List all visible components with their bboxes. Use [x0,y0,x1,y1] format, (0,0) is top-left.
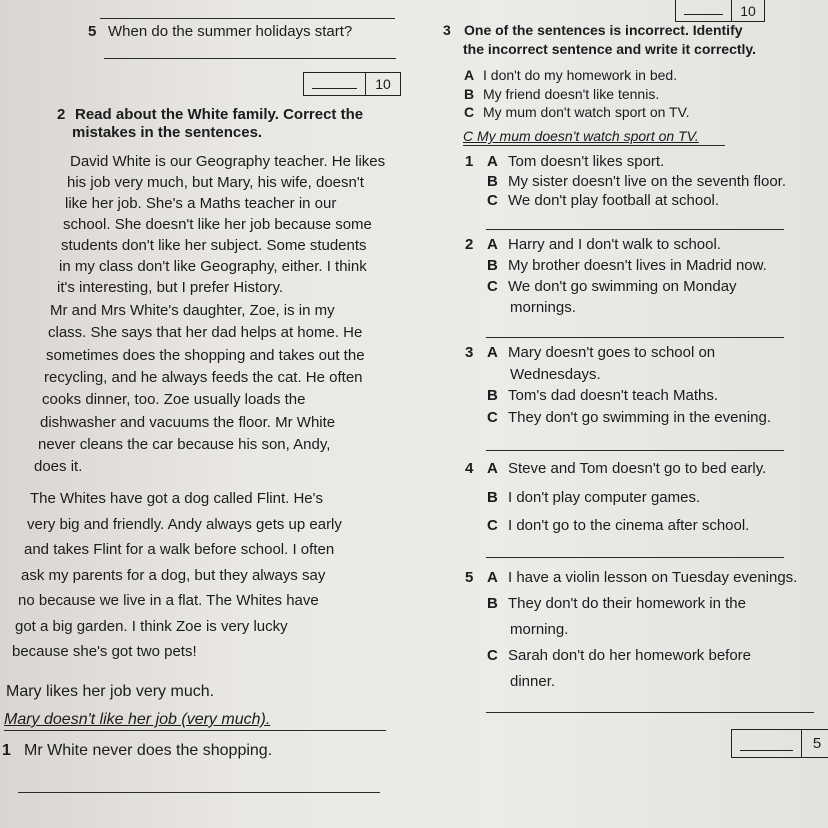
score-blank[interactable] [676,0,731,21]
option-letter: A [487,460,498,477]
option-text: My mum don't watch sport on TV. [483,104,690,120]
option-letter: C [487,408,498,426]
option-letter: B [487,595,498,612]
item-answer-line[interactable] [486,557,784,558]
item-number: 4 [465,460,474,477]
task2-instruction-line2: mistakes in the sentences. [72,124,263,141]
paragraph-line: his job very much, but Mary, his wife, doesn't [67,174,364,191]
item-answer-line[interactable] [486,450,784,451]
paragraph-line: students don't like her subject. Some students [61,237,367,254]
paragraph-line: and takes Flint for a walk before school. I often [24,541,335,558]
option-text: I have a violin lesson on Tuesday evenings. [508,569,798,586]
option-text: My friend doesn't like tennis. [483,85,660,102]
score-max: 5 [801,730,828,757]
task3-example-answer: C My mum doesn't watch sport on TV. [463,128,699,144]
option-letter: B [464,85,475,102]
paragraph-line: it's interesting, but I prefer History. [57,279,284,296]
option-text: I don't go to the cinema after school. [508,517,750,534]
paragraph-line: does it. [34,458,83,476]
option-text: Tom's dad doesn't teach Maths. [508,387,719,404]
option-letter: C [464,104,475,120]
item1-answer-line[interactable] [18,792,380,793]
score-blank[interactable] [732,730,801,757]
paragraph-line: recycling, and he always feeds the cat. He often [44,368,363,386]
option-letter: A [487,236,498,253]
example-answer: Mary doesn't like her job (very much). [4,711,271,728]
item-answer-line[interactable] [486,337,784,338]
option-text: They don't do their homework in the [508,595,746,612]
paragraph-line: Mr and Mrs White's daughter, Zoe, is in my [50,302,335,319]
paragraph-line: never cleans the car because his son, Andy, [38,435,331,453]
task3-example-answer-line [463,145,725,146]
option-letter: A [487,569,498,586]
option-letter: B [487,257,498,274]
paragraph-line: dishwasher and vacuums the floor. Mr White [40,413,336,431]
paragraph-line: sometimes does the shopping and takes out the [46,346,365,364]
paragraph-line: because she's got two pets! [12,643,197,660]
option-letter: A [487,153,498,170]
paragraph-line: school. She doesn't like her job because some [63,216,372,233]
score-max: 10 [365,73,400,95]
q5-answer-line[interactable] [104,58,396,59]
option-text: Mary doesn't goes to school on [508,344,716,361]
task2-number: 2 [57,106,66,123]
task2-instruction-line1: Read about the White family. Correct the [75,106,364,123]
option-text: We don't play football at school. [508,192,720,209]
option-text: Harry and I don't walk to school. [508,236,721,253]
top-answer-line [100,18,395,19]
option-letter: A [464,67,475,83]
option-text-continued: dinner. [510,673,556,690]
paragraph-line: in my class don't like Geography, either. I think [59,258,367,275]
option-letter: C [487,192,498,209]
option-letter: B [487,172,498,190]
paragraph-line: class. She says that her dad helps at home. He [48,324,363,342]
paragraph-line: cooks dinner, too. Zoe usually loads the [42,391,306,409]
paragraph-line: The Whites have got a dog called Flint. He's [30,490,324,507]
score-box-right-bottom [731,729,828,758]
option-text: I don't play computer games. [508,488,701,506]
paragraph-line: like her job. She's a Maths teacher in our [65,195,337,212]
option-text-continued: mornings. [510,299,576,316]
item-number: 5 [465,569,474,586]
item-number: 3 [465,344,474,361]
option-letter: B [487,387,498,404]
option-text: Sarah don't do her homework before [508,647,752,664]
option-letter: C [487,647,498,664]
option-text: They don't go swimming in the evening. [508,408,772,426]
paragraph-line: ask my parents for a dog, but they always say [21,566,326,584]
q5-number: 5 [88,23,97,40]
option-text: My brother doesn't lives in Madrid now. [508,257,767,274]
item1-sentence: Mr White never does the shopping. [24,742,273,759]
q5-question: When do the summer holidays start? [108,23,353,40]
item-number: 1 [465,153,474,170]
option-text-continued: morning. [510,621,569,638]
paragraph-line: got a big garden. I think Zoe is very lucky [15,617,288,635]
example-sentence: Mary likes her job very much. [6,683,215,700]
option-text: Tom doesn't likes sport. [508,153,665,170]
option-letter: C [487,517,498,534]
task3-instruction-line1: One of the sentences is incorrect. Identify [464,22,743,38]
score-box-left [303,72,401,96]
option-letter: C [487,278,498,295]
example-answer-line [4,730,386,731]
option-text-continued: Wednesdays. [510,365,601,383]
score-box-right [675,0,765,22]
score-max: 10 [731,0,764,21]
paragraph-line: very big and friendly. Andy always gets up early [27,515,342,533]
score-blank[interactable] [304,73,365,95]
paragraph-line: David White is our Geography teacher. He likes [70,153,386,170]
option-text: We don't go swimming on Monday [508,278,737,295]
option-letter: A [487,344,498,361]
item-answer-line[interactable] [486,229,784,230]
task3-number: 3 [443,22,451,38]
item1-number: 1 [2,742,11,759]
option-text: Steve and Tom doesn't go to bed early. [508,460,767,477]
task3-instruction-line2: the incorrect sentence and write it correctly. [463,41,757,57]
paragraph-line: no because we live in a flat. The Whites have [18,592,319,609]
option-text: My sister doesn't live on the seventh floor. [508,172,787,190]
item-number: 2 [465,236,474,253]
option-letter: B [487,488,498,506]
item-answer-line[interactable] [486,712,814,713]
option-text: I don't do my homework in bed. [483,67,678,83]
